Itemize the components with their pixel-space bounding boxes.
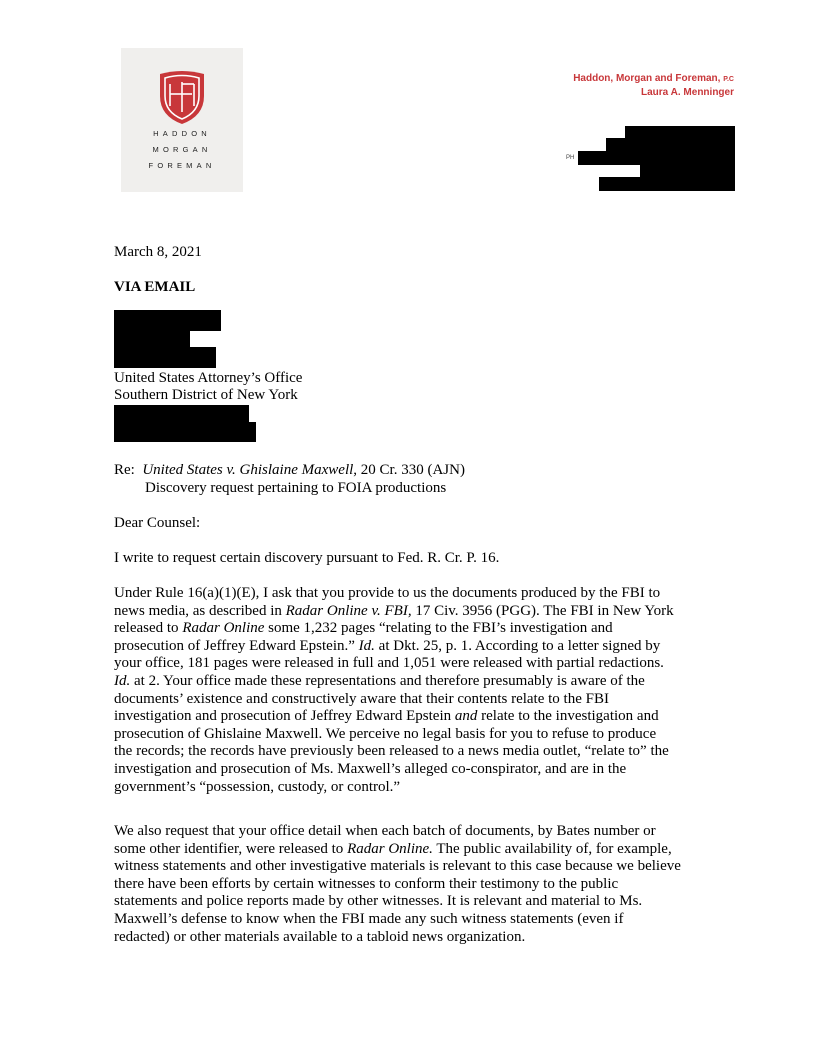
paragraph-line: documents’ existence and constructively aware that their contents relate to the FBI — [114, 690, 609, 707]
redaction-block — [599, 177, 735, 191]
paragraph-line: witness statements and other investigative materials is relevant to this case because we believe — [114, 858, 681, 875]
paragraph-line: the records; the records have previously been released to a news media outlet, “relate to” the — [114, 743, 669, 760]
paragraph-line: Id. at 2. Your office made these representations and therefore presumably is aware of the — [114, 672, 645, 689]
paragraph-line: prosecution of Ghislaine Maxwell. We perceive no legal basis for you to refuse to produce — [114, 725, 657, 742]
paragraph-line: released to Radar Online some 1,232 pages “relating to the FBI’s investigation and — [114, 620, 613, 637]
shield-monogram-icon — [156, 70, 208, 126]
paragraph-line: investigation and prosecution of Ms. Maxwell’s alleged co-conspirator, and are in the — [114, 760, 627, 777]
re-label: Re: — [114, 462, 135, 478]
case-number: , 20 Cr. 330 (AJN) — [353, 462, 465, 478]
redaction-block — [640, 164, 735, 178]
paragraph-line: statements and police reports made by other witnesses. It is relevant and material to Ms. — [114, 893, 643, 910]
paragraph-line: redacted) or other materials available to a tabloid news organization. — [114, 928, 526, 945]
redaction-block — [114, 422, 256, 442]
logo-line-morgan: MORGAN — [152, 145, 212, 154]
redaction-block — [114, 330, 190, 348]
paragraph-line: government’s “possession, custody, or control.” — [114, 778, 401, 795]
redaction-block — [114, 310, 221, 331]
paragraph-rule16 — [114, 585, 724, 796]
redaction-block — [606, 138, 735, 152]
letterhead-attorney: Laura A. Menninger — [641, 87, 734, 98]
intro-paragraph: I write to request certain discovery pursuant to Fed. R. Cr. P. 16. — [114, 550, 500, 566]
firm-suffix-text: P.C — [723, 76, 734, 83]
paragraph-line: Maxwell’s defense to know when the FBI made any such witness statements (even if — [114, 910, 624, 927]
re-line — [114, 462, 465, 480]
salutation: Dear Counsel: — [114, 515, 201, 531]
paragraph-line: prosecution of Jeffrey Edward Epstein.” Id. at Dkt. 25, p. 1. According to a letter signed by — [114, 637, 661, 654]
case-name: United States v. Ghislaine Maxwell — [142, 462, 354, 478]
recipient-office: United States Attorney’s Office — [114, 370, 303, 386]
recipient-district: Southern District of New York — [114, 387, 298, 403]
paragraph-line: investigation and prosecution of Jeffrey Edward Epstein and relate to the investigation and — [114, 708, 659, 725]
delivery-method: VIA EMAIL — [114, 279, 196, 295]
paragraph-line: there have been efforts by certain witnesses to conform their testimony to the public — [114, 875, 619, 892]
redaction-block — [114, 347, 216, 368]
firm-logo — [121, 48, 243, 192]
paragraph-line: news media, as described in Radar Online v. FBI, 17 Civ. 3956 (PGG). The FBI in New York — [114, 602, 674, 619]
phone-label: PH — [566, 155, 575, 161]
logo-line-foreman: FOREMAN — [148, 161, 216, 170]
paragraph-line: some other identifier, were released to Radar Online. The public availability of, for example, — [114, 840, 672, 857]
paragraph-release-dates — [114, 823, 724, 946]
redaction-block — [578, 151, 735, 165]
logo-line-haddon: HADDON — [153, 129, 211, 138]
firm-name-text: Haddon, Morgan and Foreman, — [573, 73, 721, 84]
re-subject: Discovery request pertaining to FOIA productions — [145, 480, 447, 496]
paragraph-line: Under Rule 16(a)(1)(E), I ask that you provide to us the documents produced by the FBI to — [114, 585, 661, 601]
letter-date: March 8, 2021 — [114, 244, 202, 260]
paragraph-line: We also request that your office detail when each batch of documents, by Bates number or — [114, 823, 656, 839]
paragraph-line: your office, 181 pages were released in full and 1,051 were released with partial redactions. — [114, 655, 664, 672]
letterhead-firm-name — [573, 73, 734, 84]
